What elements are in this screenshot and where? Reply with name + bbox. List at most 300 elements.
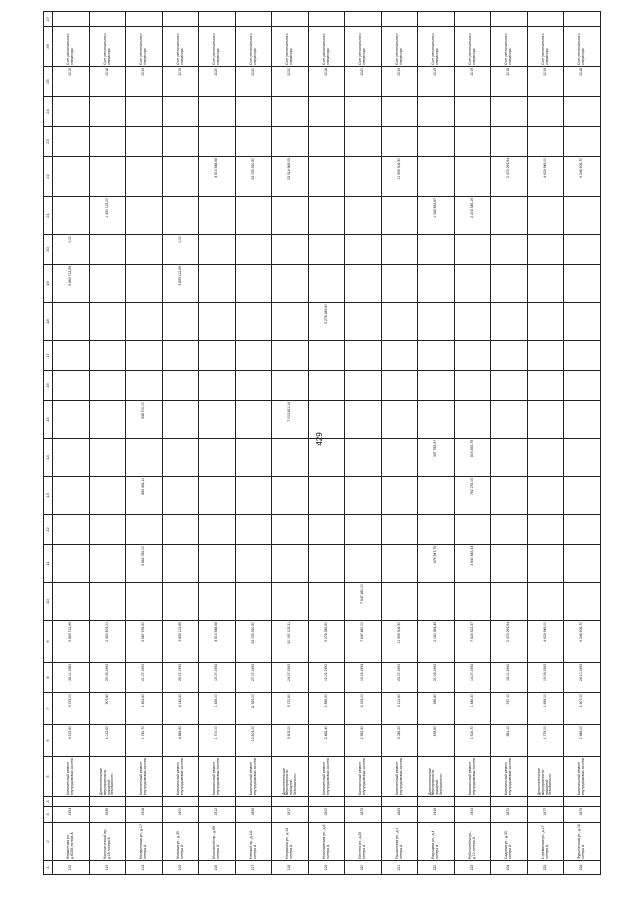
col-num: 23 bbox=[44, 127, 53, 157]
work-type: Капитальный ремонт внутридомовых систем bbox=[491, 757, 528, 797]
cost-col18 bbox=[162, 303, 199, 341]
address: Пестеля ул., д.25 литера А bbox=[345, 823, 382, 861]
cost-col20 bbox=[308, 235, 345, 265]
cost-col20: 0,00 bbox=[53, 235, 90, 265]
cost-col23 bbox=[89, 127, 126, 157]
work-type: Капитальный ремонт внутридомовых систем bbox=[345, 757, 382, 797]
cost-col14 bbox=[126, 439, 163, 477]
year-built: 1902 bbox=[308, 807, 345, 823]
financing-method: Счет регионального оператора bbox=[454, 27, 491, 67]
empty-cell bbox=[527, 797, 564, 807]
cost-col14 bbox=[199, 439, 236, 477]
col27 bbox=[308, 12, 345, 27]
address: Стремянная ул., д.17 литера А bbox=[527, 823, 564, 861]
col-num: 3 bbox=[44, 807, 53, 823]
financing-method: Счет регионального оператора bbox=[272, 27, 309, 67]
total-cost: 4 629 949,00 bbox=[527, 621, 564, 663]
cost-col12 bbox=[454, 515, 491, 545]
cost-col12 bbox=[418, 515, 455, 545]
cost-col18 bbox=[345, 303, 382, 341]
cost-col24 bbox=[235, 97, 272, 127]
cost-col17 bbox=[418, 341, 455, 371]
living-area: 1 435,00 bbox=[199, 693, 236, 725]
cost-col15 bbox=[527, 401, 564, 439]
address: Моховая ул., д.39 литера А bbox=[162, 823, 199, 861]
col27 bbox=[418, 12, 455, 27]
year-built: 1908 bbox=[126, 807, 163, 823]
cost-col11 bbox=[272, 545, 309, 583]
cost-col16 bbox=[199, 371, 236, 401]
cost-col16 bbox=[162, 371, 199, 401]
financing-method: Счет регионального оператора bbox=[235, 27, 272, 67]
total-cost: 30 197 105,31 bbox=[272, 621, 309, 663]
col27 bbox=[491, 12, 528, 27]
cost-col19 bbox=[527, 265, 564, 303]
work-type: Капитальный ремонт внутридомовых систем bbox=[235, 757, 272, 797]
cost-col24 bbox=[454, 97, 491, 127]
row-number: 216 bbox=[199, 861, 236, 875]
col-num: 21 bbox=[44, 197, 53, 235]
cost-col24 bbox=[381, 97, 418, 127]
col-num: 14 bbox=[44, 439, 53, 477]
cost-col19 bbox=[491, 265, 528, 303]
cost-col19 bbox=[272, 265, 309, 303]
total-area: 1 986,00 bbox=[564, 725, 601, 757]
year-built: 1899 bbox=[235, 807, 272, 823]
col-num: 11 bbox=[44, 545, 53, 583]
cost-col22: 33 035 390,90 bbox=[235, 157, 272, 197]
cost-col13 bbox=[272, 477, 309, 515]
cost-col10 bbox=[308, 583, 345, 621]
work-type: Дополнительные мероприятия по пожарной безопасности bbox=[418, 757, 455, 797]
cost-col21 bbox=[345, 197, 382, 235]
row-number: 226 bbox=[564, 861, 601, 875]
cost-col15: 948 700,00 bbox=[126, 401, 163, 439]
year-built: 1936 bbox=[89, 807, 126, 823]
empty-cell bbox=[418, 797, 455, 807]
address: Лермонтова ул., д.63/25 литера А bbox=[53, 823, 90, 861]
cost-col23 bbox=[272, 127, 309, 157]
cost-col17 bbox=[162, 341, 199, 371]
cost-col14 bbox=[381, 439, 418, 477]
cost-col22: 4 513 588,98 bbox=[199, 157, 236, 197]
cost-col20 bbox=[564, 235, 601, 265]
year-built: 1954 bbox=[53, 807, 90, 823]
cost-col20 bbox=[199, 235, 236, 265]
cost-col19 bbox=[454, 265, 491, 303]
cost-col17 bbox=[381, 341, 418, 371]
plan-year: 2019 bbox=[162, 67, 199, 97]
empty-cell bbox=[89, 797, 126, 807]
address: Садовая ул., д.33 литера А bbox=[491, 823, 528, 861]
cost-col11 bbox=[345, 545, 382, 583]
year-built: 1900 bbox=[162, 807, 199, 823]
cost-col18 bbox=[527, 303, 564, 341]
cost-col23 bbox=[345, 127, 382, 157]
cost-col18 bbox=[564, 303, 601, 341]
cost-col24 bbox=[89, 97, 126, 127]
cost-col17 bbox=[126, 341, 163, 371]
living-area: 11 925,00 bbox=[235, 693, 272, 725]
cost-col13 bbox=[527, 477, 564, 515]
total-area: 1 516,70 bbox=[454, 725, 491, 757]
year-built: 1872 bbox=[491, 807, 528, 823]
cost-col13 bbox=[564, 477, 601, 515]
work-type: Капитальный ремонт внутридомовых систем bbox=[199, 757, 236, 797]
cost-col13: 883 492,11 bbox=[126, 477, 163, 515]
cost-col19: 5 855 112,89 bbox=[162, 265, 199, 303]
empty-cell bbox=[235, 797, 272, 807]
cost-col21 bbox=[564, 197, 601, 235]
survey-date: 19.09.1993 bbox=[527, 663, 564, 693]
cost-col14 bbox=[527, 439, 564, 477]
table-row bbox=[272, 12, 309, 875]
col-num: 25 bbox=[44, 67, 53, 97]
cost-col14 bbox=[272, 439, 309, 477]
cost-col18 bbox=[235, 303, 272, 341]
cost-col16 bbox=[235, 371, 272, 401]
survey-date: 15.03.1994 bbox=[345, 663, 382, 693]
cost-col16 bbox=[308, 371, 345, 401]
financing-method: Счет регионального оператора bbox=[199, 27, 236, 67]
cost-col15 bbox=[418, 401, 455, 439]
cost-col17 bbox=[272, 341, 309, 371]
financing-method: Счет регионального оператора bbox=[345, 27, 382, 67]
empty-cell bbox=[308, 797, 345, 807]
col-num: 9 bbox=[44, 621, 53, 663]
cost-col20 bbox=[381, 235, 418, 265]
table-row bbox=[162, 12, 199, 875]
financing-method: Счет регионального оператора bbox=[126, 27, 163, 67]
total-area: 5 803,00 bbox=[272, 725, 309, 757]
total-area: 3 086,20 bbox=[381, 725, 418, 757]
address: Пушкинская ул., д.1 литера А bbox=[381, 823, 418, 861]
cost-col13 bbox=[345, 477, 382, 515]
cost-col17 bbox=[527, 341, 564, 371]
cost-col16 bbox=[53, 371, 90, 401]
total-area: 1 742,70 bbox=[126, 725, 163, 757]
cost-col12 bbox=[235, 515, 272, 545]
col27 bbox=[162, 12, 199, 27]
survey-date: 26.07.1993 bbox=[162, 663, 199, 693]
col-num: 4 bbox=[44, 797, 53, 807]
cost-col20: 0,00 bbox=[162, 235, 199, 265]
address: Николаевская ул., д.8 литера А bbox=[308, 823, 345, 861]
cost-col15 bbox=[454, 401, 491, 439]
cost-col16 bbox=[491, 371, 528, 401]
row-number: 225 bbox=[527, 861, 564, 875]
table-row bbox=[418, 12, 455, 875]
table-row bbox=[527, 12, 564, 875]
cost-col13 bbox=[381, 477, 418, 515]
row-number: 221 bbox=[381, 861, 418, 875]
living-area: 570,10 bbox=[491, 693, 528, 725]
cost-col18 bbox=[381, 303, 418, 341]
survey-date: 21.09.1993 bbox=[418, 663, 455, 693]
living-area: 1 446,30 bbox=[454, 693, 491, 725]
cost-col19 bbox=[381, 265, 418, 303]
cost-col21: 1 085 852,67 bbox=[418, 197, 455, 235]
col27 bbox=[53, 12, 90, 27]
col-num: 8 bbox=[44, 663, 53, 693]
cost-col10: 7 647 480,00 bbox=[345, 583, 382, 621]
row-number: 213 bbox=[89, 861, 126, 875]
address: Мичуринская ул., д.17 литера А bbox=[126, 823, 163, 861]
cost-col15 bbox=[235, 401, 272, 439]
cost-col21 bbox=[162, 197, 199, 235]
empty-cell bbox=[53, 797, 90, 807]
work-type: Дополнительные мероприятия по пожарной безопасности bbox=[272, 757, 309, 797]
cost-col19 bbox=[235, 265, 272, 303]
total-cost: 2 430 803,01 bbox=[89, 621, 126, 663]
cost-col12 bbox=[199, 515, 236, 545]
year-built: 1903 bbox=[454, 807, 491, 823]
cost-col13: 762 276,05 bbox=[454, 477, 491, 515]
cost-col23 bbox=[491, 127, 528, 157]
row-number: 215 bbox=[162, 861, 199, 875]
cost-col23 bbox=[381, 127, 418, 157]
col-num: 19 bbox=[44, 265, 53, 303]
year-built: 1917 bbox=[272, 807, 309, 823]
cost-col22: 23 314 969,05 bbox=[272, 157, 309, 197]
cost-col20 bbox=[272, 235, 309, 265]
living-area: 1 699,00 bbox=[527, 693, 564, 725]
living-area: 2 153,00 bbox=[345, 693, 382, 725]
col-num: 17 bbox=[44, 341, 53, 371]
empty-cell bbox=[491, 797, 528, 807]
cost-col13 bbox=[162, 477, 199, 515]
cost-col11 bbox=[89, 545, 126, 583]
cost-col18 bbox=[418, 303, 455, 341]
plan-year: 2019 bbox=[527, 67, 564, 97]
cost-col22 bbox=[53, 157, 90, 197]
living-area: 1 856,60 bbox=[308, 693, 345, 725]
empty-cell bbox=[162, 797, 199, 807]
cost-col18 bbox=[272, 303, 309, 341]
address: Фурштатская ул., д.16 литера А bbox=[564, 823, 601, 861]
cost-col24 bbox=[53, 97, 90, 127]
year-built: 1916 bbox=[418, 807, 455, 823]
cost-col21 bbox=[527, 197, 564, 235]
cost-col22 bbox=[418, 157, 455, 197]
financing-method: Счет регионального оператора bbox=[308, 27, 345, 67]
row-number: 219 bbox=[308, 861, 345, 875]
cost-col24 bbox=[199, 97, 236, 127]
financing-method: Счет регионального оператора bbox=[162, 27, 199, 67]
plan-year: 2018 bbox=[491, 67, 528, 97]
col27 bbox=[199, 12, 236, 27]
plan-year: 2019 bbox=[381, 67, 418, 97]
cost-col18 bbox=[491, 303, 528, 341]
plan-year: 2020 bbox=[199, 67, 236, 97]
cost-col21: 1 430 115,00 bbox=[89, 197, 126, 235]
living-area: 3 723,00 bbox=[53, 693, 90, 725]
total-area: 2 952,90 bbox=[345, 725, 382, 757]
total-area: 4 885,90 bbox=[162, 725, 199, 757]
financing-method: Счет регионального оператора bbox=[89, 27, 126, 67]
survey-date: 15.07.1993 bbox=[199, 663, 236, 693]
col-num: 26 bbox=[44, 27, 53, 67]
plan-year: 2019 bbox=[53, 67, 90, 97]
cost-col11 bbox=[199, 545, 236, 583]
cost-col10 bbox=[162, 583, 199, 621]
cost-col12 bbox=[308, 515, 345, 545]
cost-col23 bbox=[199, 127, 236, 157]
address: Некрасова ул., д.14 литера А bbox=[272, 823, 309, 861]
cost-col17 bbox=[564, 341, 601, 371]
year-built: 1873 bbox=[564, 807, 601, 823]
row-number: 214 bbox=[126, 861, 163, 875]
survey-date: 26.10.1993 bbox=[564, 663, 601, 693]
cost-col22 bbox=[308, 157, 345, 197]
empty-cell bbox=[272, 797, 309, 807]
address: Малоохтинский пр., д.25 литера Б bbox=[89, 823, 126, 861]
cost-col10 bbox=[199, 583, 236, 621]
cost-col12 bbox=[345, 515, 382, 545]
cost-col10 bbox=[272, 583, 309, 621]
cost-col24 bbox=[272, 97, 309, 127]
work-type: Дополнительные мероприятия по пожарной безопасности bbox=[527, 757, 564, 797]
col-num: 16 bbox=[44, 371, 53, 401]
cost-col24 bbox=[345, 97, 382, 127]
col-num: 5 bbox=[44, 757, 53, 797]
work-type: Дополнительные мероприятия по пожарной безопасности bbox=[89, 757, 126, 797]
work-type: Капитальный ремонт внутридомовых систем bbox=[53, 757, 90, 797]
cost-col11 bbox=[53, 545, 90, 583]
total-cost: 5 278 385,60 bbox=[308, 621, 345, 663]
cost-col21 bbox=[199, 197, 236, 235]
address: Рубинштейна ул., д.10 литера А bbox=[454, 823, 491, 861]
cost-col18 bbox=[454, 303, 491, 341]
col-num: 20 bbox=[44, 235, 53, 265]
cost-col15 bbox=[199, 401, 236, 439]
table-row bbox=[308, 12, 345, 875]
cost-col10 bbox=[491, 583, 528, 621]
cost-col23 bbox=[53, 127, 90, 157]
cost-col23 bbox=[235, 127, 272, 157]
plan-year: 2018 bbox=[89, 67, 126, 97]
cost-col11 bbox=[308, 545, 345, 583]
address: Московский пр., д.89 литера А bbox=[199, 823, 236, 861]
cost-col14 bbox=[564, 439, 601, 477]
living-area: 907,80 bbox=[89, 693, 126, 725]
cost-col14 bbox=[89, 439, 126, 477]
cost-col20 bbox=[89, 235, 126, 265]
col-num: 12 bbox=[44, 515, 53, 545]
cost-col19 bbox=[126, 265, 163, 303]
cost-col22 bbox=[454, 157, 491, 197]
address: Радищева ул., д.4 литера А bbox=[418, 823, 455, 861]
cost-col21 bbox=[491, 197, 528, 235]
table-row bbox=[345, 12, 382, 875]
cost-col23 bbox=[308, 127, 345, 157]
cost-col21 bbox=[381, 197, 418, 235]
cost-col12 bbox=[53, 515, 90, 545]
cost-col22 bbox=[345, 157, 382, 197]
cost-col10 bbox=[53, 583, 90, 621]
cost-col12 bbox=[162, 515, 199, 545]
table-row bbox=[381, 12, 418, 875]
cost-col16 bbox=[272, 371, 309, 401]
col-num: 24 bbox=[44, 97, 53, 127]
financing-method: Счет регионального оператора bbox=[53, 27, 90, 67]
survey-date: 27.07.1993 bbox=[235, 663, 272, 693]
cost-col21 bbox=[53, 197, 90, 235]
cost-col18: 5 278 385,60 bbox=[308, 303, 345, 341]
plan-year: 2020 bbox=[235, 67, 272, 97]
cost-col19 bbox=[308, 265, 345, 303]
living-area: 399,80 bbox=[418, 693, 455, 725]
cost-col14 bbox=[308, 439, 345, 477]
cost-col14 bbox=[53, 439, 90, 477]
col27 bbox=[527, 12, 564, 27]
cost-col22: 11 559 306,90 bbox=[381, 157, 418, 197]
col-num: 10 bbox=[44, 583, 53, 621]
table-row bbox=[126, 12, 163, 875]
total-cost: 2 373 293,94 bbox=[491, 621, 528, 663]
cost-col20 bbox=[454, 235, 491, 265]
plan-year: 2019 bbox=[418, 67, 455, 97]
cost-col12 bbox=[491, 515, 528, 545]
financing-method: Счет регионального оператора bbox=[527, 27, 564, 67]
cost-col11 bbox=[491, 545, 528, 583]
total-cost: 7 624 522,37 bbox=[454, 621, 491, 663]
year-built: 1912 bbox=[199, 807, 236, 823]
plan-year: 2019 bbox=[454, 67, 491, 97]
cost-col24 bbox=[491, 97, 528, 127]
col27 bbox=[345, 12, 382, 27]
total-cost: 2 160 584,43 bbox=[418, 621, 455, 663]
cost-col11: 3 840 445,34 bbox=[454, 545, 491, 583]
cost-col22 bbox=[89, 157, 126, 197]
plan-year: 2020 bbox=[345, 67, 382, 97]
survey-date: 25.05.1993 bbox=[89, 663, 126, 693]
rotated-table-container bbox=[43, 16, 601, 875]
total-area: 2 482,40 bbox=[308, 725, 345, 757]
cost-col21: 2 216 346,19 bbox=[454, 197, 491, 235]
cost-col15: 7 003 821,14 bbox=[272, 401, 309, 439]
cost-col19 bbox=[418, 265, 455, 303]
row-number: 220 bbox=[345, 861, 382, 875]
total-cost: 33 035 390,90 bbox=[235, 621, 272, 663]
cost-col22: 2 373 293,94 bbox=[491, 157, 528, 197]
survey-date: 14.07.1993 bbox=[454, 663, 491, 693]
cost-col17 bbox=[235, 341, 272, 371]
cost-col15 bbox=[345, 401, 382, 439]
cost-col15 bbox=[53, 401, 90, 439]
cost-col20 bbox=[345, 235, 382, 265]
financing-method: Счет регионального оператора bbox=[381, 27, 418, 67]
table-row bbox=[454, 12, 491, 875]
col27 bbox=[89, 12, 126, 27]
cost-col21 bbox=[235, 197, 272, 235]
plan-year: 2019 bbox=[126, 67, 163, 97]
cost-col19 bbox=[89, 265, 126, 303]
work-type: Капитальный ремonт внутридомовых систем bbox=[454, 757, 491, 797]
cost-col22 bbox=[126, 157, 163, 197]
table-row bbox=[199, 12, 236, 875]
total-area: 1 700,00 bbox=[199, 725, 236, 757]
cost-col24 bbox=[527, 97, 564, 127]
table-row bbox=[53, 12, 90, 875]
cost-col10 bbox=[381, 583, 418, 621]
cost-col16 bbox=[89, 371, 126, 401]
survey-date: 24.07.1993 bbox=[272, 663, 309, 693]
cost-col18 bbox=[199, 303, 236, 341]
work-type: Капитальный ремонт внутридомовых систем bbox=[308, 757, 345, 797]
cost-col15 bbox=[162, 401, 199, 439]
table-row bbox=[235, 12, 272, 875]
